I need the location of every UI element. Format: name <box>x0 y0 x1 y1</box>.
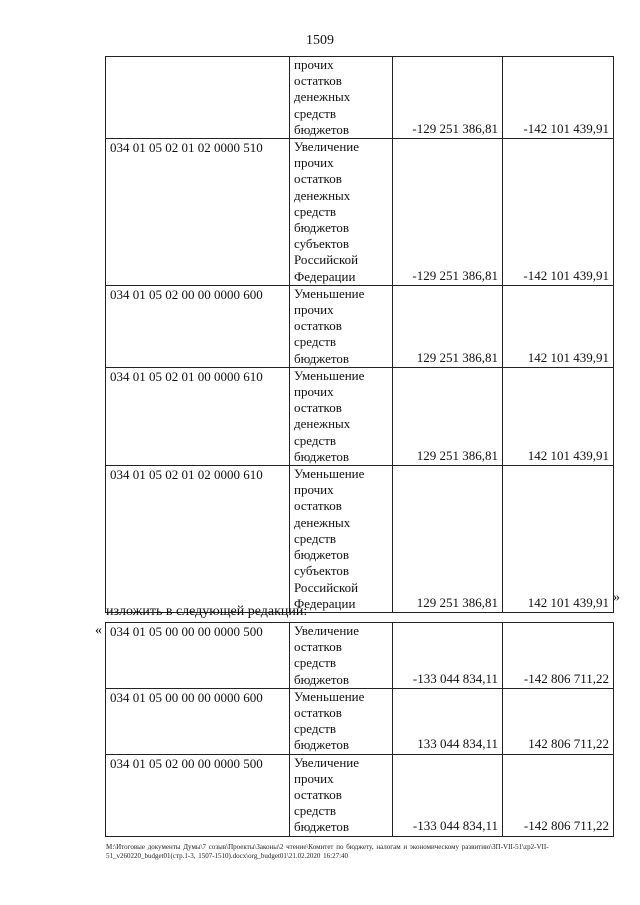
item-name-line: денежных <box>294 187 351 203</box>
item-name <box>290 285 393 367</box>
item-name <box>290 57 393 139</box>
table-row <box>106 367 614 465</box>
item-name-line: денежных <box>294 416 351 432</box>
amount-year-1: 129 251 386,81 <box>393 367 503 465</box>
item-name-line: прочих <box>294 482 334 498</box>
amount-year-2: 142 101 439,91 <box>503 466 614 613</box>
item-name-line: субъектов <box>294 563 350 579</box>
amount-year-2: 142 101 439,91 <box>503 367 614 465</box>
budget-code: 034 01 05 00 00 00 0000 600 <box>106 688 290 754</box>
amount-year-2: -142 101 439,91 <box>503 139 614 286</box>
amount-year-2: 142 806 711,22 <box>503 688 614 754</box>
table-row <box>106 285 614 367</box>
table-row <box>106 754 614 836</box>
table-row <box>106 139 614 286</box>
table-row <box>106 688 614 754</box>
item-name-line: Увеличение <box>294 754 360 770</box>
amount-year-1: -129 251 386,81 <box>393 57 503 139</box>
item-name-line: средств <box>294 655 337 671</box>
item-name-line: бюджетов <box>294 671 350 687</box>
item-name-line: Увеличение <box>294 623 360 638</box>
amendment-heading: изложить в следующей редакции: <box>106 604 308 619</box>
item-name-line: остатков <box>294 171 342 187</box>
item-name-line: прочих <box>294 155 334 171</box>
item-name-line: остатков <box>294 498 342 514</box>
item-name-line: средств <box>294 721 337 737</box>
table-row <box>106 57 614 139</box>
item-name-line: средств <box>294 803 337 819</box>
page-number: 1509 <box>306 33 334 48</box>
amount-year-2: 142 101 439,91 <box>503 285 614 367</box>
item-name-line: денежных <box>294 89 351 105</box>
budget-code: 034 01 05 02 01 00 0000 610 <box>106 367 290 465</box>
item-name-line: субъектов <box>294 236 350 252</box>
item-name-line: остатков <box>294 73 342 89</box>
item-name <box>290 367 393 465</box>
item-name <box>290 754 393 836</box>
item-name-line: бюджетов <box>294 220 350 236</box>
amount-year-1: 129 251 386,81 <box>393 466 503 613</box>
item-name-line: прочих <box>294 770 334 786</box>
amount-year-1: -133 044 834,11 <box>393 754 503 836</box>
corner-marking <box>585 0 625 3</box>
item-name-line: Российской <box>294 579 359 595</box>
budget-table-before <box>105 56 614 613</box>
budget-code: 034 01 05 00 00 00 0000 500 <box>106 623 290 689</box>
item-name-line: Уменьшение <box>294 466 365 482</box>
amount-year-1: 129 251 386,81 <box>393 285 503 367</box>
budget-table-after <box>105 622 614 837</box>
item-name-line: остатков <box>294 705 342 721</box>
item-name-line: остатков <box>294 318 342 334</box>
table-row <box>106 623 614 689</box>
item-name-line: Уменьшение <box>294 688 365 704</box>
item-name-line: денежных <box>294 514 351 530</box>
item-name-line: прочих <box>294 384 334 400</box>
item-name-line: Увеличение <box>294 139 360 155</box>
amount-year-2: -142 101 439,91 <box>503 57 614 139</box>
item-name-line: средств <box>294 203 337 219</box>
item-name-line: прочих <box>294 302 334 318</box>
item-name-line: средств <box>294 105 337 121</box>
item-name-line: Федерации <box>294 595 356 611</box>
amount-year-1: -129 251 386,81 <box>393 139 503 286</box>
item-name-line: бюджетов <box>294 547 350 563</box>
item-name-line: прочих <box>294 57 334 72</box>
budget-code: 034 01 05 02 00 00 0000 500 <box>106 754 290 836</box>
table-row <box>106 466 614 613</box>
item-name-line: бюджетов <box>294 819 350 835</box>
item-name-line: бюджетов <box>294 448 350 464</box>
budget-code: 034 01 05 02 01 02 0000 510 <box>106 139 290 286</box>
amount-year-1: 133 044 834,11 <box>393 688 503 754</box>
item-name-line: Уменьшение <box>294 285 365 301</box>
item-name <box>290 139 393 286</box>
item-name-line: бюджетов <box>294 737 350 753</box>
item-name-line: остатков <box>294 787 342 803</box>
amount-year-2: -142 806 711,22 <box>503 623 614 689</box>
item-name-line: Российской <box>294 252 359 268</box>
budget-code <box>106 57 290 139</box>
item-name-line: Федерации <box>294 268 356 284</box>
item-name-line: бюджетов <box>294 121 350 137</box>
item-name-line: средств <box>294 334 337 350</box>
item-name-line: средств <box>294 432 337 448</box>
budget-code: 034 01 05 02 00 00 0000 600 <box>106 285 290 367</box>
item-name-line: остатков <box>294 639 342 655</box>
item-name <box>290 466 393 613</box>
item-name-line: Уменьшение <box>294 367 365 383</box>
item-name-line: средств <box>294 530 337 546</box>
item-name-line: бюджетов <box>294 350 350 366</box>
item-name <box>290 688 393 754</box>
closing-quote: » <box>613 590 620 605</box>
item-name-line: остатков <box>294 400 342 416</box>
amount-year-1: -133 044 834,11 <box>393 623 503 689</box>
item-name <box>290 623 393 689</box>
budget-code: 034 01 05 02 01 02 0000 610 <box>106 466 290 613</box>
amount-year-2: -142 806 711,22 <box>503 754 614 836</box>
file-path-footer: M:\Итоговые документы Думы\7 созыв\Проекты\Законы\2 чтение\Комитет по бюджету, налогам и экономическому развитию\ЗП-VII-51\zp2-VII-51_v260220_budget01(стр.1-3, 1507-1510).docx\org_budget01\21.02.2020 16:27:40 <box>106 843 549 860</box>
opening-quote: « <box>95 623 102 638</box>
